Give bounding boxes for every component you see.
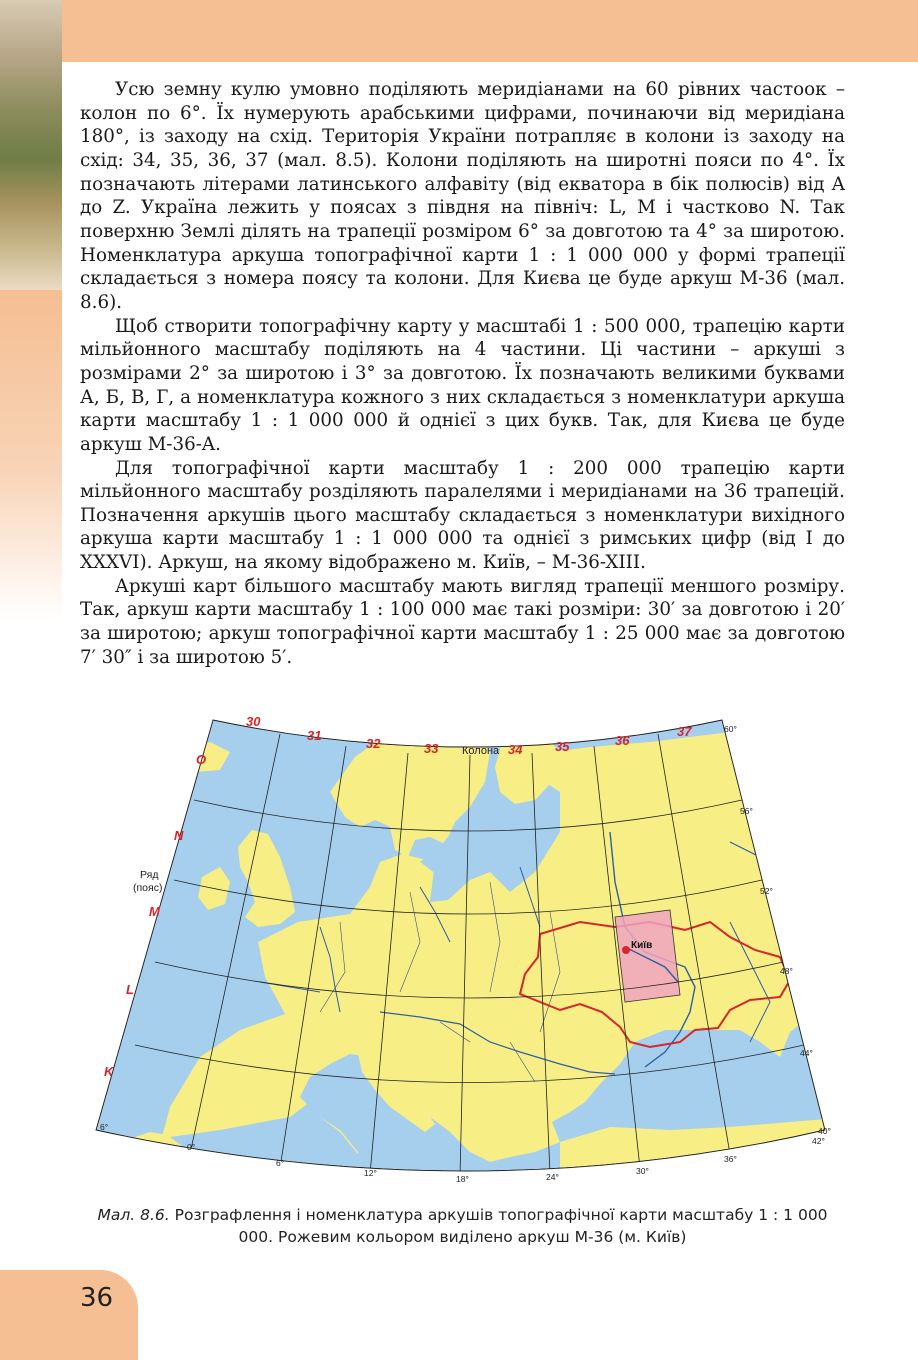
lon-label-42: 42° <box>812 1136 825 1146</box>
column-label-36: 36 <box>615 733 630 748</box>
page-number: 36 <box>80 1283 114 1313</box>
map-svg <box>90 712 850 1192</box>
lon-label-6w: 6° <box>100 1122 109 1132</box>
city-label: Київ <box>631 940 653 951</box>
column-label-35: 35 <box>555 739 570 754</box>
row-label-m: M <box>149 904 160 919</box>
lat-label-40: 40° <box>818 1126 831 1136</box>
lon-label-18: 18° <box>456 1174 469 1184</box>
column-label-34: 34 <box>508 742 523 757</box>
mountain-photo <box>0 0 62 290</box>
lat-label-52: 52° <box>760 886 773 896</box>
page-tab <box>0 1270 138 1360</box>
lat-label-60: 60° <box>724 724 737 734</box>
paragraph-2: Щоб створити топографічну карту у масштабі 1 : 500 000, трапецію карти мільйонного масштабу поділяють на 4 частини. Ці частини – аркуші з розмірами 2° за широтою і 3° за довготою. Їх позначають великими буквами А, Б, В, Г, а номенклатура кожного з них складається з номенклатури аркуша карти масштабу 1 : 1 000 000 й однієї з цих букв. Так, для Києва це буде аркуш M-36-A. <box>80 315 845 455</box>
column-label-37: 37 <box>677 724 692 739</box>
row-title-line1: Ряд <box>140 869 159 881</box>
row-label-k: K <box>104 1064 114 1079</box>
paragraph-3: Для топографічної карти масштабу 1 : 200 000 трапецію карти мільйонного масштабу розділяють паралелями і меридіанами на 36 трапецій. Позначення аркушів цього масштабу складається з номенклатури вихідного аркуша карти масштабу 1 : 1 000 000 та однієї з римських цифр (від I до XXXVI). Аркуш, на якому відображено м. Київ, – M-36-XIII. <box>80 457 845 574</box>
kyiv-marker <box>622 946 630 954</box>
nomenclature-map <box>90 712 850 1192</box>
lon-label-24: 24° <box>546 1172 559 1182</box>
header-band <box>0 0 918 62</box>
lat-label-44: 44° <box>800 1048 813 1058</box>
caspian-sea <box>822 1037 850 1112</box>
lon-label-36: 36° <box>724 1154 737 1164</box>
row-label-n: N <box>174 828 184 843</box>
column-label-33: 33 <box>424 741 439 756</box>
lat-label-56: 56° <box>740 806 753 816</box>
lon-label-0: 0° <box>187 1142 196 1152</box>
lon-label-12: 12° <box>364 1168 377 1178</box>
column-label-31: 31 <box>307 728 322 743</box>
column-title: Колона <box>462 745 500 757</box>
row-label-o: O <box>196 752 207 767</box>
caption-label: Мал. 8.6. <box>97 1206 170 1224</box>
paragraph-1: Усю земну кулю умовно поділяють меридіанами на 60 рівних частоок – колон по 6°. Їх нумерують арабськими цифрами, починаючи від меридіана 180°, із заходу на схід. Територія України потрапляє в колони із заходу на схід: 34, 35, 36, 37 (мал. 8.5). Колони поділяють на широтні пояси по 4°. Їх позначають літерами латинського алфавіту (від екватора в бік полюсів) від A до Z. Україна лежить у поясах з півдня на північ: L, M і частково N. Так поверхню Землі ділять на трапеції розміром 6° за довготою та 4° за широтою. Номенклатура аркуша топографічної карти 1 : 1 000 000 у формі трапеції складається з номера поясу та колони. Для Києва це буде аркуш M-36 (мал. 8.6). <box>80 79 845 313</box>
lat-label-48: 48° <box>780 966 793 976</box>
lon-label-6: 6° <box>276 1158 285 1168</box>
sheet-m36 <box>615 910 680 1002</box>
side-band <box>0 290 62 620</box>
row-label-l: L <box>126 982 134 997</box>
paragraph-4: Аркуші карт більшого масштабу мають вигляд трапеції меншого розміру. Так, аркуш карти масштабу 1 : 100 000 має такі розміри: 30′ за довготою і 20′ за широтою; аркуш топографічної карти масштабу 1 : 25 000 має за довготою 7′ 30″ і за широтою 5′. <box>80 575 845 668</box>
figure-caption <box>80 1204 845 1248</box>
caption-text: Розграфлення і номенклатура аркушів топографічної карти масштабу 1 : 1 000 000. Рожевим кольором виділено аркуш M-36 (м. Київ) <box>169 1206 828 1246</box>
body-text <box>80 78 845 669</box>
lon-label-30: 30° <box>636 1166 649 1176</box>
column-label-32: 32 <box>366 736 381 751</box>
column-label-30: 30 <box>246 714 261 729</box>
row-title-line2: (пояс) <box>133 882 163 894</box>
